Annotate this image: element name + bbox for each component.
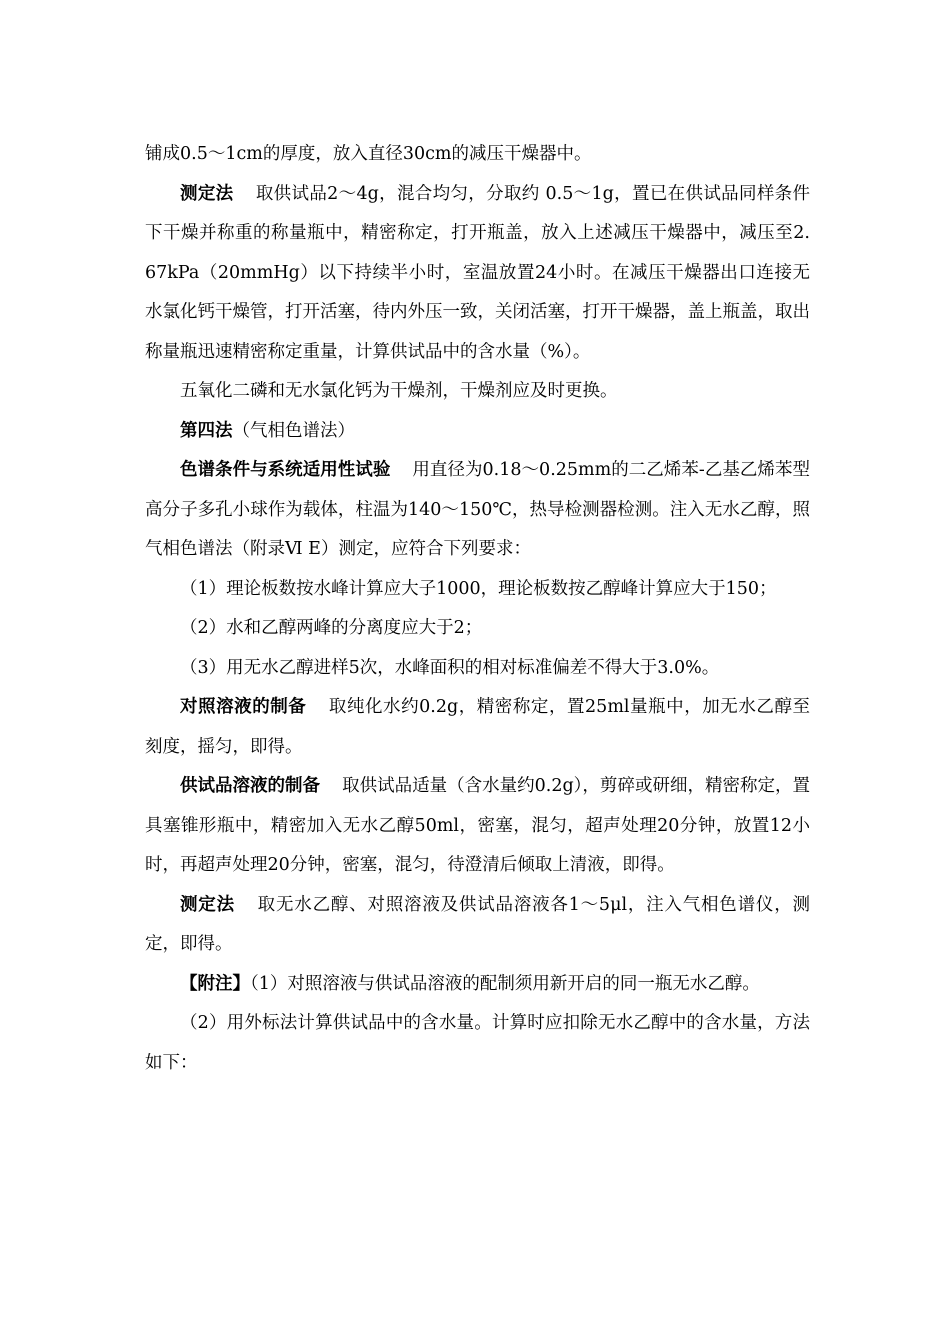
text-sample-solution: 取供试品适量（含水量约0.2g），剪碎或研细，精密称定，置具塞锥形瓶中，精密加入无水乙醇50ml，密塞，混匀，超声处理20分钟，放置12小时，再超声处理20分钟，密塞，混匀，待澄清后倾取上清液，即得。 (145, 776, 810, 875)
paragraph-intro: 铺成0.5～1cm的厚度，放入直径30cm的减压干燥器中。 (145, 144, 592, 164)
heading-note: 【附注】 (180, 973, 250, 994)
paragraph-measure-method-1 (145, 175, 810, 373)
text-measure-method-2: 取无水乙醇、对照溶液及供试品溶液各1～5μl，注入气相色谱仪，测定，即得。 (145, 894, 810, 954)
paragraph-method-4 (145, 412, 810, 452)
paragraph-note-2: （2）用外标法计算供试品中的含水量。计算时应扣除无水乙醇中的含水量，方法如下： (145, 1013, 810, 1073)
paragraph-reference-solution (145, 688, 810, 767)
heading-reference-solution: 对照溶液的制备 (180, 697, 307, 717)
heading-chromatography: 色谱条件与系统适用性试验 (180, 460, 391, 480)
heading-measure-method-2: 测定法 (180, 894, 235, 915)
document-body (145, 135, 810, 1083)
heading-measure-method-1: 测定法 (180, 183, 234, 204)
paragraph-chromatography (145, 451, 810, 570)
paragraph-measure-method-2 (145, 886, 810, 965)
text-reference-solution: 取纯化水约0.2g，精密称定，置25ml量瓶中，加无水乙醇至刻度，摇匀，即得。 (145, 697, 810, 757)
heading-sample-solution: 供试品溶液的制备 (180, 776, 321, 796)
heading-method-4: 第四法 (180, 420, 233, 441)
text-method-4: （气相色谱法） (232, 420, 355, 441)
requirement-2: （2）水和乙醇两峰的分离度应大于2； (180, 618, 483, 638)
requirement-3: （3）用无水乙醇进样5次，水峰面积的相对标准偏差不得大于3.0%。 (180, 657, 720, 678)
text-note: （1）对照溶液与供试品溶液的配制须用新开启的同一瓶无水乙醇。 (250, 973, 760, 994)
requirement-1: （1）理论板数按水峰计算应大子1000，理论板数按乙醇峰计算应大于150； (180, 578, 777, 599)
paragraph-note (145, 965, 810, 1005)
text-measure-method-1: 取供试品2～4g，混合均匀，分取约 0.5～1g，置已在供试品同样条件下干燥并称重的称量瓶中，精密称定，打开瓶盖，放入上述减压干燥器中，减压至2. 67kPa（20mmHg）以下持续半小时，室温放置24小时。在减压干燥器出口连接无水氯化钙干燥管，打开活塞，待内外压一致，关闭活塞，打开干燥器，盖上瓶盖，取出称量瓶迅速精密称定重量，计算供试品中的含水量（%）。 (145, 183, 810, 362)
paragraph-desiccant: 五氧化二磷和无水氯化钙为干燥剂，干燥剂应及时更换。 (180, 381, 618, 401)
text-chromatography: 用直径为0.18～0.25mm的二乙烯苯-乙基乙烯苯型高分子多孔小球作为载体，柱温为140～150℃，热导检测器检测。注入无水乙醇，照气相色谱法（附录Ⅵ E）测定，应符合下列要求： (145, 460, 810, 559)
paragraph-sample-solution (145, 767, 810, 886)
